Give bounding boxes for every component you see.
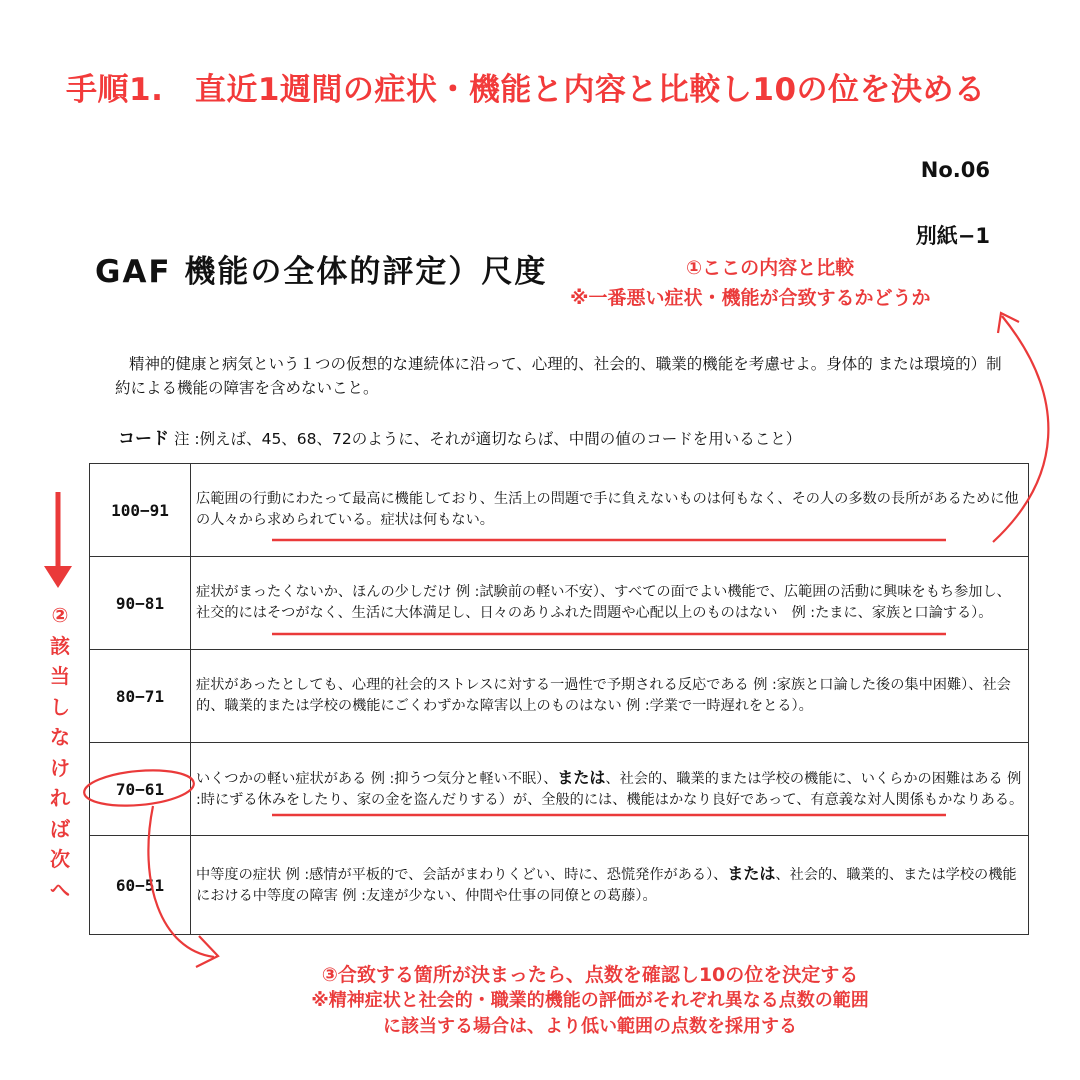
vertical-char: し bbox=[50, 694, 70, 719]
annotation-decide-heading: ③合致する箇所が決まったら、点数を確認し10の位を決定する bbox=[321, 964, 859, 986]
score-range: 100−91 bbox=[90, 464, 191, 557]
score-description bbox=[191, 836, 1029, 935]
intro-paragraph: 精神的健康と病気という１つの仮想的な連続体に沿って、心理的、社会的、職業的機能を考慮せよ。身体的 または環境的）制約による機能の障害を含めないこと。 bbox=[115, 355, 1002, 397]
score-description bbox=[191, 743, 1029, 836]
gaf-scale-table bbox=[89, 463, 1029, 935]
score-description: 症状がまったくないか、ほんの少しだけ 例 :試験前の軽い不安）、すべての面でよい機能で、広範囲の活動に興味をもち参加し、社交的にはそつがなく、生活に大体満足し、日々のありふれた問題や心配以上のものはない 例 :たまに、家族と口論する）。 bbox=[191, 557, 1029, 650]
document-title: GAF 機能の全体的評定）尺度 bbox=[95, 254, 548, 290]
table-row bbox=[90, 836, 1029, 935]
table-row bbox=[90, 650, 1029, 743]
vertical-char: ② bbox=[51, 603, 69, 627]
code-instruction bbox=[118, 424, 801, 449]
vertical-char: 次 bbox=[50, 847, 70, 871]
score-range: 70−61 bbox=[90, 743, 191, 836]
vertical-char: れ bbox=[50, 786, 70, 810]
score-range: 90−81 bbox=[90, 557, 191, 650]
vertical-char: 該 bbox=[50, 633, 70, 658]
emphasis-or: または bbox=[557, 768, 606, 787]
table-row bbox=[90, 743, 1029, 836]
annotation-next-vertical bbox=[45, 600, 75, 905]
emphasis-or: または bbox=[727, 864, 776, 883]
score-range: 60−51 bbox=[90, 836, 191, 935]
table-row bbox=[90, 464, 1029, 557]
score-description: 症状があったとしても、心理的社会的ストレスに対する一過性で予期される反応である 例 :家族と口論した後の集中困難）、社会的、職業的または学校の機能にごくわずかな障害以上のものはない 例 :学業で一時遅れをとる）。 bbox=[191, 650, 1029, 743]
description-part: 、社会的、職業的または学校の機能に、いくらかの困難はある 例 :時にずる休みをしたり、家の金を盗んだりする）が、全般的には、機能はかなり良好であって、有意義な対人関係もかなりある。 bbox=[196, 771, 1024, 808]
vertical-char: 当 bbox=[50, 664, 70, 688]
annotation-decide bbox=[180, 962, 1000, 1040]
code-note: 注 :例えば、45、68、72のように、それが適切ならば、中間の値のコードを用いること） bbox=[173, 430, 802, 448]
vertical-char: け bbox=[50, 755, 70, 780]
vertical-char: へ bbox=[50, 877, 70, 902]
score-description: 広範囲の行動にわたって最高に機能しており、生活上の問題で手に負えないものは何もなく、その人の多数の長所があるために他の人々から求められている。症状は何もない。 bbox=[191, 464, 1029, 557]
description-part: いくつかの軽い症状がある 例 :抑うつ気分と軽い不眠）、 bbox=[196, 771, 558, 787]
vertical-char: な bbox=[50, 725, 70, 749]
table-row bbox=[90, 557, 1029, 650]
page-title: 手順1. 直近1週間の症状・機能と内容と比較し10の位を決める bbox=[66, 72, 986, 108]
arrow-head-up bbox=[998, 313, 1019, 333]
annotation-compare-heading: ①ここの内容と比較 bbox=[686, 257, 855, 279]
attachment-label: 別紙−1 bbox=[915, 224, 990, 248]
description-part: 中等度の症状 例 :感情が平板的で、会話がまわりくどい、時に、恐慌発作がある）、 bbox=[196, 867, 728, 883]
description-part: 、社会的、職業的、または学校の機能における中等度の障害 例 :友達が少ない、仲間や仕事の同僚との葛藤）。 bbox=[196, 867, 1017, 904]
code-label: コード bbox=[118, 429, 169, 449]
score-range: 80−71 bbox=[90, 650, 191, 743]
document-number: No.06 bbox=[920, 158, 990, 182]
down-arrow-head bbox=[44, 566, 72, 588]
annotation-decide-note-1: ※精神症状と社会的・職業的機能の評価がそれぞれ異なる点数の範囲 bbox=[311, 990, 869, 1011]
vertical-char: ば bbox=[50, 816, 70, 841]
annotation-decide-note-2: に該当する場合は、より低い範囲の点数を採用する bbox=[383, 1016, 797, 1037]
annotation-compare-note: ※一番悪い症状・機能が合致するかどうか bbox=[570, 287, 931, 309]
